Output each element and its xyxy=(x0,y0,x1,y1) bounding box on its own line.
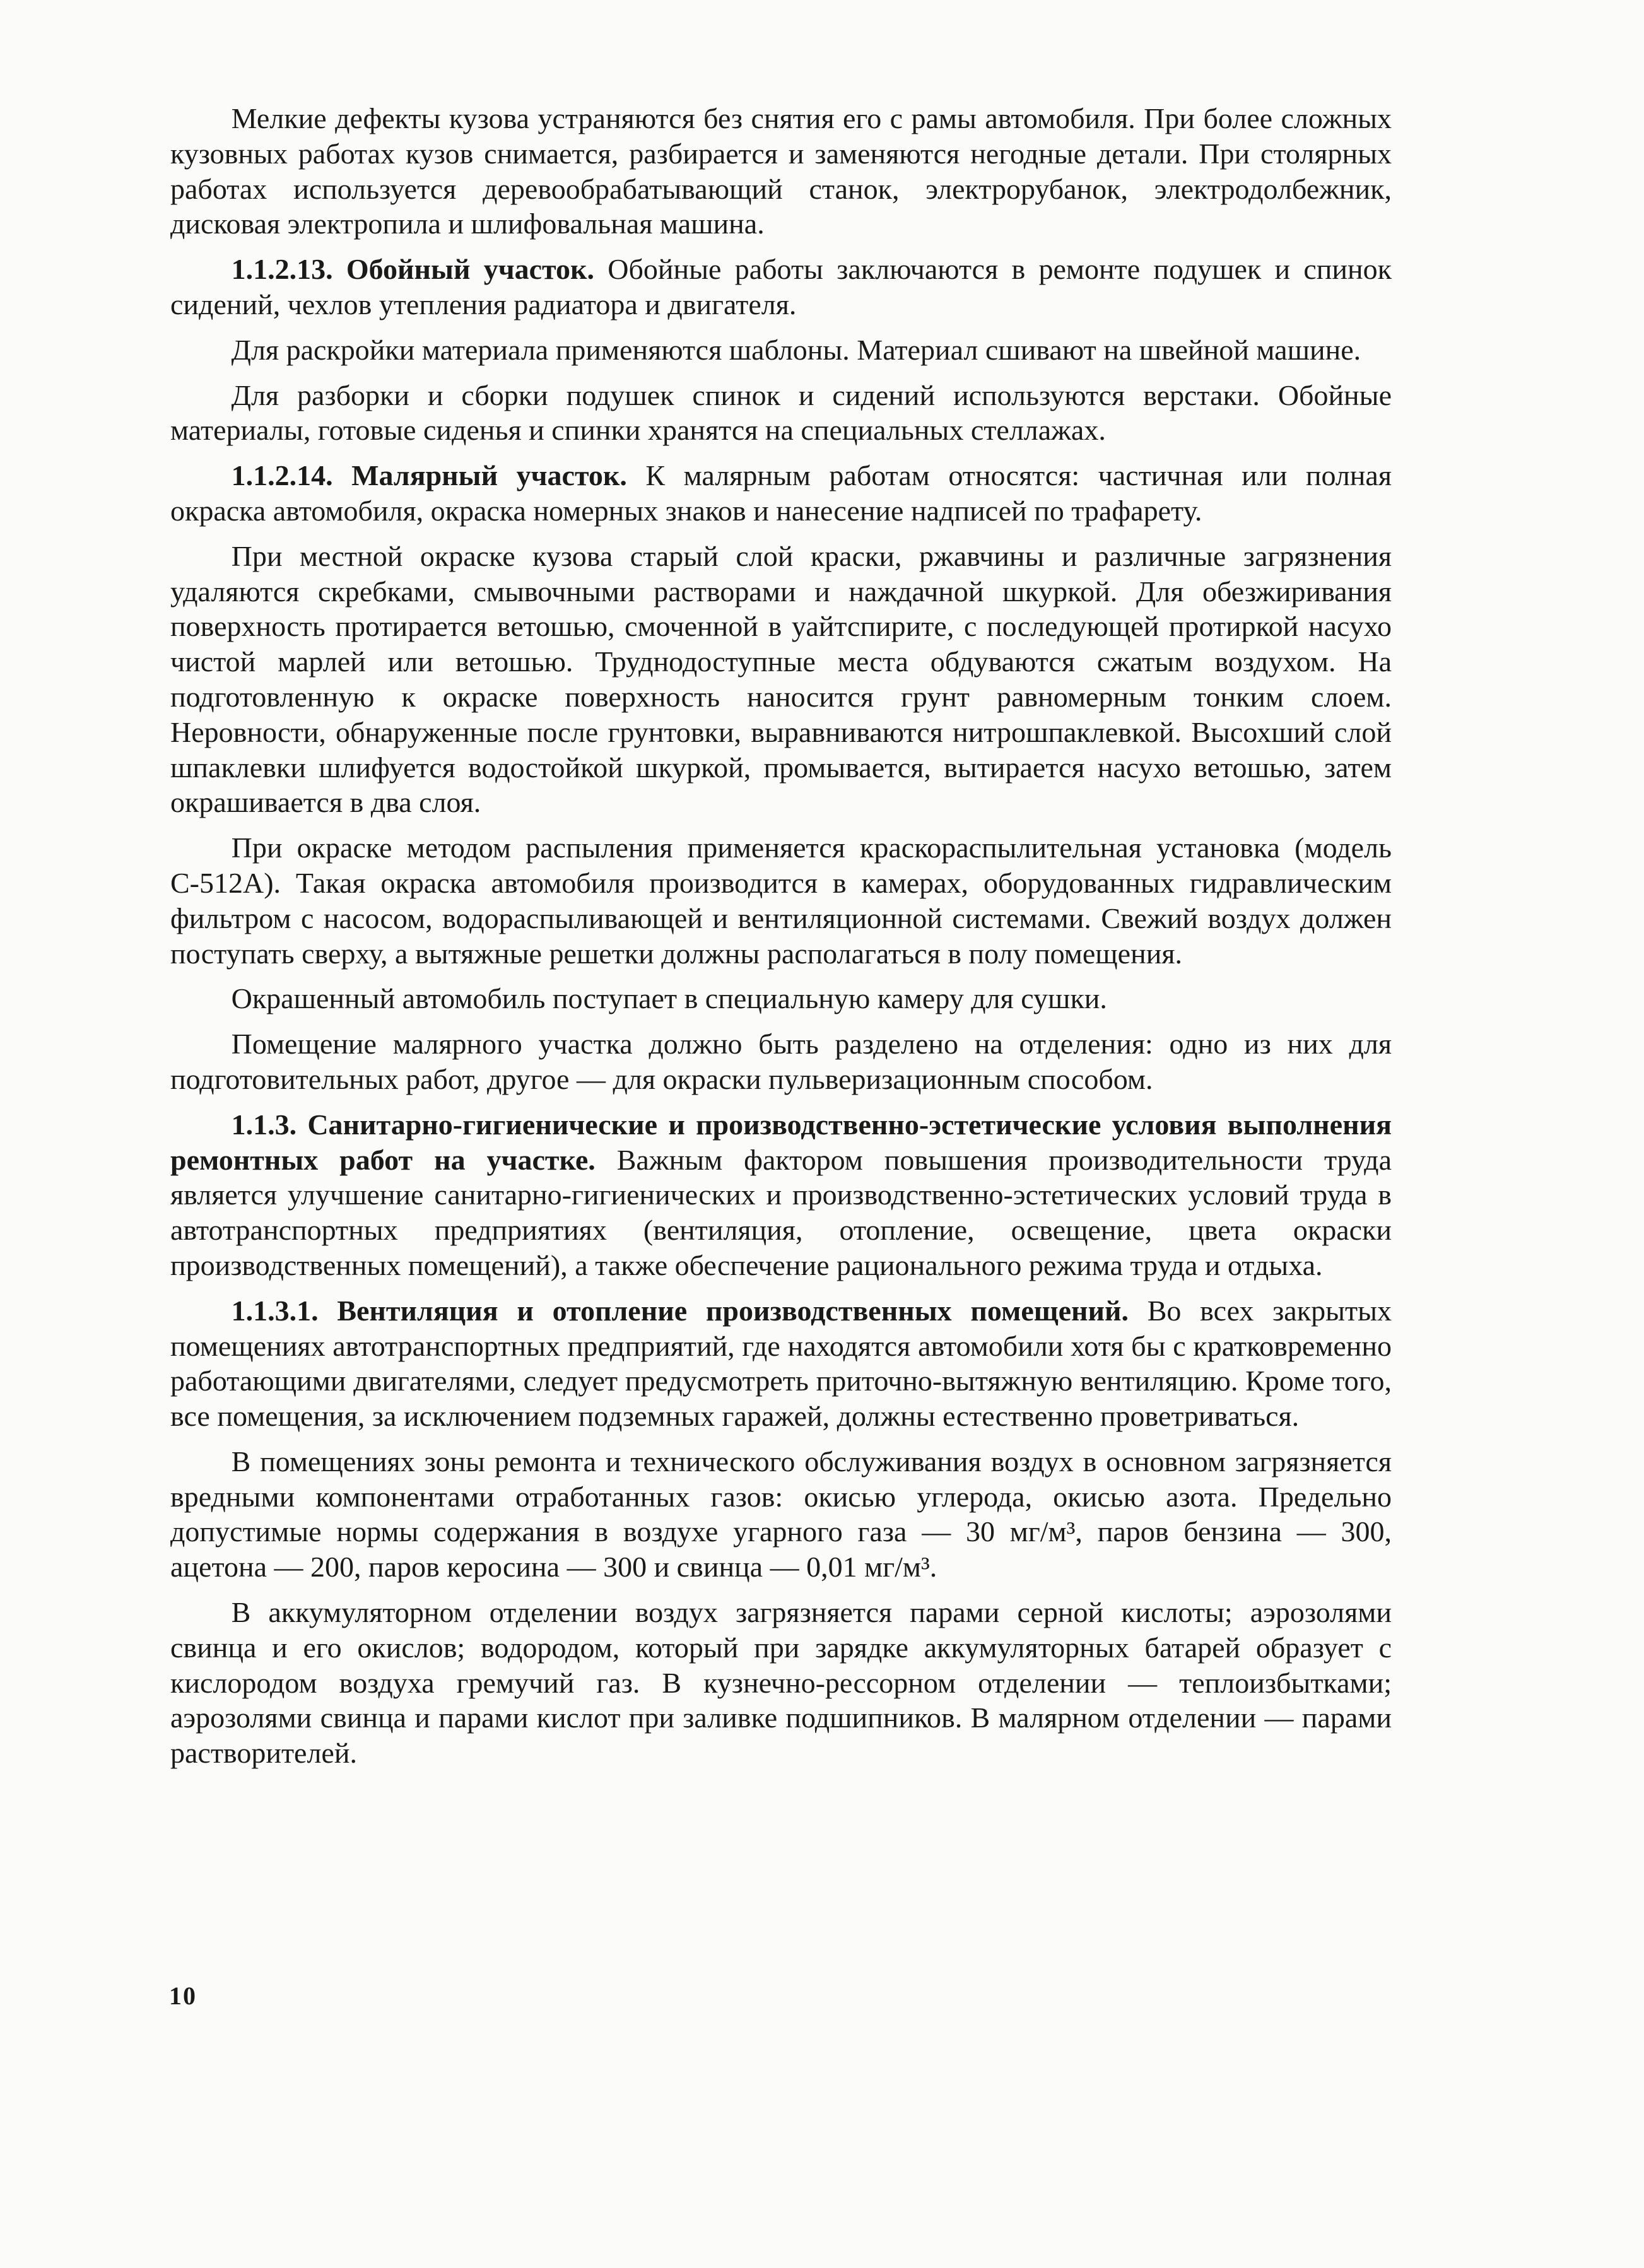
paragraph-3 xyxy=(170,332,1392,368)
paragraph-6 xyxy=(170,539,1392,820)
section-heading: 1.1.3. Санитарно-гигиенические и производственно-эстетические условия выполнения ремонтных работ на участке. xyxy=(170,1108,1392,1176)
paragraph-10 xyxy=(170,1107,1392,1283)
paragraph-text: Для разборки и сборки подушек спинок и сидений используются верстаки. Обойные материалы, готовые сиденья и спинки хранятся на специальных стеллажах. xyxy=(170,379,1392,447)
paragraph-8 xyxy=(170,981,1392,1016)
paragraph-text: Важным фактором повышения производительности труда является улучшение санитарно-гигиенических и производственно-эстетических условий труда в автотранспортных предприятиях (вентиляция, отопление, освещение, цвета окраски производственных помещений), а также обеспечение рационального режима труда и отдыха. xyxy=(170,1143,1392,1281)
section-heading: 1.1.2.13. Обойный участок. xyxy=(231,253,595,286)
paragraph-1 xyxy=(170,101,1392,242)
paragraph-text: При местной окраске кузова старый слой краски, ржавчины и различные загрязнения удаляются скребками, смывочными растворами и наждачной шкуркой. Для обезжиривания поверхность протирается ветошью, смоченной в уайтспирите, с последующей протиркой насухо чистой марлей или ветошью. Труднодоступные места обдуваются сжатым воздухом. На подготовленную к окраске поверхность наносится грунт равномерным тонким слоем. Неровности, обнаруженные после грунтовки, выравниваются нитрошпаклевкой. Высохший слой шпаклевки шлифуется водостойкой шкуркой, промывается, вытирается насухо ветошью, затем окрашивается в два слоя. xyxy=(170,539,1392,819)
paragraph-text: При окраске методом распыления применяется краскораспылительная установка (модель С-512А). Такая окраска автомобиля производится в камерах, оборудованных гидравлическим фильтром с насосом, водораспыливающей и вентиляционной системами. Свежий воздух должен поступать сверху, а вытяжные решетки должны располагаться в полу помещения. xyxy=(170,831,1392,970)
paragraph-9 xyxy=(170,1026,1392,1097)
paragraph-11 xyxy=(170,1293,1392,1434)
paragraph-text: Во всех закрытых помещениях автотранспортных предприятий, где находятся автомобили хотя бы с кратковременно работающими двигателями, следует предусмотреть приточно-вытяжную вентиляцию. Кроме того, все помещения, за исключением подземных гаражей, должны естественно проветриваться. xyxy=(170,1294,1392,1433)
paragraph-13 xyxy=(170,1595,1392,1771)
paragraph-2 xyxy=(170,252,1392,322)
paragraph-7 xyxy=(170,830,1392,971)
paragraph-text: Окрашенный автомобиль поступает в специальную камеру для сушки. xyxy=(231,982,1107,1015)
paragraph-text: В аккумуляторном отделении воздух загрязняется парами серной кислоты; аэрозолями свинца и его окислов; водородом, который при зарядке аккумуляторных батарей образует с кислородом воздуха гремучий газ. В кузнечно-рессорном отделении — теплоизбытками; аэрозолями свинца и парами кислот при заливке подшипников. В малярном отделении — парами растворителей. xyxy=(170,1596,1392,1770)
paragraph-text: Мелкие дефекты кузова устраняются без снятия его с рамы автомобиля. При более сложных кузовных работах кузов снимается, разбирается и заменяются негодные детали. При столярных работах используется деревообрабатывающий станок, электрорубанок, электродолбежник, дисковая электропила и шлифовальная машина. xyxy=(170,102,1392,240)
page-number: 10 xyxy=(169,1982,197,2010)
paragraph-text: Обойные работы заключаются в ремонте подушек и спинок сидений, чехлов утепления радиатора и двигателя. xyxy=(170,253,1392,320)
paragraph-4 xyxy=(170,378,1392,449)
section-heading: 1.1.2.14. Малярный участок. xyxy=(231,459,627,492)
paragraph-text: К малярным работам относятся: частичная или полная окраска автомобиля, окраска номерных знаков и нанесение надписей по трафарету. xyxy=(170,459,1392,527)
paragraph-5 xyxy=(170,458,1392,529)
paragraph-12 xyxy=(170,1444,1392,1585)
section-heading: 1.1.3.1. Вентиляция и отопление производственных помещений. xyxy=(231,1294,1129,1327)
paragraph-text: В помещениях зоны ремонта и технического обслуживания воздух в основном загрязняется вредными компонентами отработанных газов: окисью углерода, окисью азота. Предельно допустимые нормы содержания в воздухе угарного газа — 30 мг/м³, паров бензина — 300, ацетона — 200, паров керосина — 300 и свинца — 0,01 мг/м³. xyxy=(170,1445,1392,1583)
paragraph-text: Помещение малярного участка должно быть разделено на отделения: одно из них для подготовительных работ, другое — для окраски пульверизационным способом. xyxy=(170,1028,1392,1095)
body-text xyxy=(170,101,1392,1771)
paragraph-text: Для раскройки материала применяются шаблоны. Материал сшивают на швейной машине. xyxy=(231,333,1361,366)
